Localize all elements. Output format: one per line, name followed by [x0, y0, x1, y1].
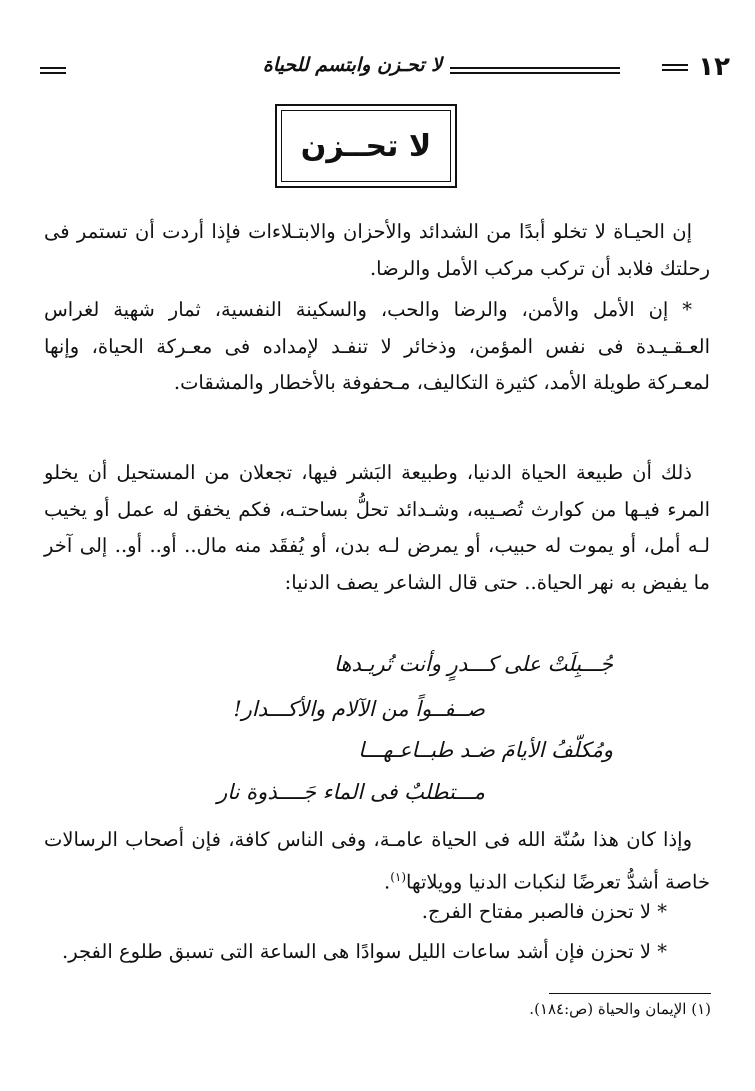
page-number: ١٢ — [698, 52, 730, 82]
paragraph-hope: * إن الأمل والأمن، والرضا والحب، والسكينة النفسية، ثمار شهية لغراس العـقـيـدة فى نفس المؤمن، وذخائر لا تنفـد لإمداده فى معـركة الحياة، وإنها لمعـركة طويلة الأمد، كثيرة التكاليف، مـحفوفة بالأخطار والمشقات. — [44, 298, 710, 394]
poem-line-4: مـــتطلبٌ فى الماء جَــــذوة نار — [217, 780, 485, 804]
chapter-title-box — [275, 104, 457, 188]
header-rule-right — [662, 64, 688, 71]
paragraph-messengers-end: . — [384, 870, 391, 893]
poem-line-1: جُـــبِلَتْ على كـــدرٍ وأنت تُريـدها — [333, 652, 613, 676]
header-rule-left — [40, 67, 66, 74]
footnote-divider — [549, 993, 711, 994]
running-header — [40, 52, 730, 88]
header-rule-middle — [450, 67, 620, 74]
paragraph-messengers-text: وإذا كان هذا سُنّة الله فى الحياة عامـة، وفى الناس كافة، فإن أصحاب الرسالات خاصة أشدُّ تعرضًا لنكبات الدنيا وويلاتها — [44, 828, 710, 893]
footnote: (١) الإيمان والحياة (ص:١٨٤). — [529, 1000, 711, 1018]
page-number-group — [662, 52, 730, 82]
footnote-reference: (١) — [390, 869, 407, 884]
running-title: لا تحـزن وابتسم للحياة — [262, 54, 442, 76]
poem-line-3: ومُكلّفُ الأيامَ ضـد طبــاعـهـــا — [358, 738, 613, 762]
chapter-title: لا تحــزن — [300, 128, 432, 164]
paragraph-messengers — [44, 822, 710, 901]
paragraph-intro: إن الحيـاة لا تخلو أبدًا من الشدائد والأحزان والابتـلاءات فإذا أردت أن تستمر فى رحلتك فلابد أن تركب مركب الأمل والرضا. — [44, 220, 710, 280]
chapter-title-frame — [281, 110, 451, 182]
paragraph-nature-of-life: ذلك أن طبيعة الحياة الدنيا، وطبيعة البَشر فيها، تجعلان من المستحيل أن يخلو المرء فيـها من كوارث تُصـيبه، وشـدائد تحلُّ بساحتـه، فكم يخفق له عمل أو يخيب لـه أمل، أو يموت له حبيب، أو يمرض لـه بدن، أو يُفقَد منه مال.. أو.. أو.. إلى آخر ما يفيض به نهر الحياة.. حتى قال الشاعر يصف الدنيا: — [44, 461, 710, 594]
bullet-patience: * لا تحزن فالصبر مفتاح الفرج. — [421, 900, 667, 923]
bullet-dawn: * لا تحزن فإن أشد ساعات الليل سوادًا هى الساعة التى تسبق طلوع الفجر. — [62, 940, 667, 963]
poem-line-2: صــفــواً من الآلام والأكـــدار! — [233, 697, 485, 721]
